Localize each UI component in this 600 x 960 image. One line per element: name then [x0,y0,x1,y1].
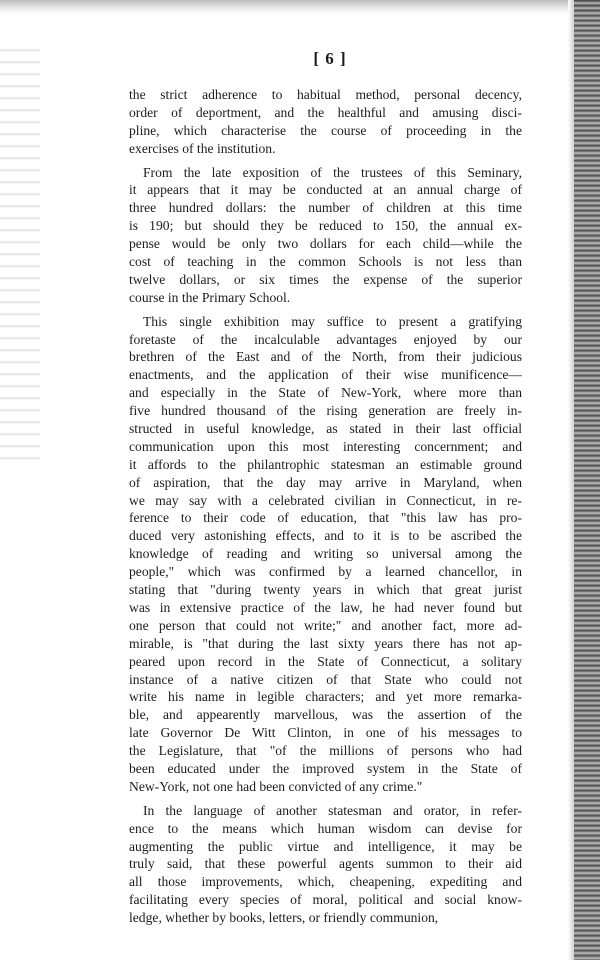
text-line: ference to their code of education, that "this law has pro- [129,510,522,526]
text-line: augmenting the public virtue and intelligence, it may be [129,838,522,854]
text-line: is 190; but should they be reduced to 150, the annual ex- [129,218,522,234]
text-line: ble, and appearently marvellous, was the assertion of the [129,707,522,723]
text-line: enactments, and the application of their wise munificence— [129,367,522,383]
text-line: In the language of another statesman and orator, in refer- [143,802,522,818]
text-line: structed in useful knowledge, as stated in their last official [129,421,522,437]
text-line: been educated under the improved system in the State of [129,760,522,776]
text-line: duced very astonishing effects, and to it is to be ascribed the [129,528,522,544]
paragraph [129,164,522,307]
text-line: order of deportment, and the healthful and amusing disci- [129,104,522,120]
text-line: pense would be only two dollars for each child—while the [129,236,522,252]
scan-spine-binding [574,0,600,960]
text-line: ence to the means which human wisdom can devise for [129,820,522,836]
text-line: of aspiration, that the day may arrive in Maryland, when [129,474,522,490]
text-line: cost of teaching in the common Schools is not less than [129,254,522,270]
text-line: people," which was confirmed by a learned chancellor, in [129,564,522,580]
text-line: it appears that it may be conducted at an annual charge of [129,182,522,198]
text-line: it affords to the philantrophic statesman an estimable ground [129,456,522,472]
scan-top-shadow [0,0,600,14]
text-line: pline, which characterise the course of proceeding in the [129,122,522,138]
text-line: the Legislature, that "of the millions of persons who had [129,743,522,759]
text-line: ledge, whether by books, letters, or friendly communion, [129,910,439,926]
text-line: exercises of the institution. [129,140,276,156]
text-line: instance of a native citizen of that State who could not [129,671,522,687]
text-line: peared upon record in the State of Connecticut, a solitary [129,653,522,669]
scan-left-bleed-through [0,40,40,460]
text-line: one person that could not write;" and another fact, more ad- [129,617,522,633]
page-body-text [129,86,522,927]
paragraph [129,86,522,158]
text-line: course in the Primary School. [129,289,291,305]
text-line: was in extensive practice of the law, he had never found but [129,599,522,615]
paragraph [129,313,522,796]
text-line: foretaste of the incalculable advantages enjoyed by our [129,331,522,347]
text-line: truly said, that these powerful agents summon to their aid [129,856,522,872]
text-line: we may say with a celebrated civilian in Connecticut, in re- [129,492,522,508]
text-line: facilitating every species of moral, political and social know- [129,892,522,908]
text-line: all those improvements, which, cheapening, expediting and [129,874,522,890]
text-line: write his name in legible characters; and yet more remarka- [129,689,522,705]
page-number: [ 6 ] [313,49,347,68]
text-line: mirable, is "that during the last sixty years there has not ap- [129,635,522,651]
text-line: This single exhibition may suffice to present a gratifying [143,313,522,329]
text-line: stating that "during twenty years in which that great jurist [129,582,522,598]
text-line: three hundred dollars: the number of children at this time [129,200,522,216]
text-line: and especially in the State of New-York, where more than [129,385,522,401]
paragraph [129,802,522,927]
text-line: twelve dollars, or six times the expense of the superior [129,271,522,287]
text-line: communication upon this most interesting concernment; and [129,438,522,454]
text-line: brethren of the East and of the North, from their judicious [129,349,522,365]
text-line: knowledge of reading and writing so universal among the [129,546,522,562]
text-line: New-York, not one had been convicted of any crime." [129,778,423,794]
text-line: late Governor De Witt Clinton, in one of his messages to [129,725,522,741]
text-line: the strict adherence to habitual method, personal decency, [129,87,522,102]
text-line: From the late exposition of the trustees of this Seminary, [143,164,522,180]
text-line: five hundred thousand of the rising generation are freely in- [129,403,522,419]
